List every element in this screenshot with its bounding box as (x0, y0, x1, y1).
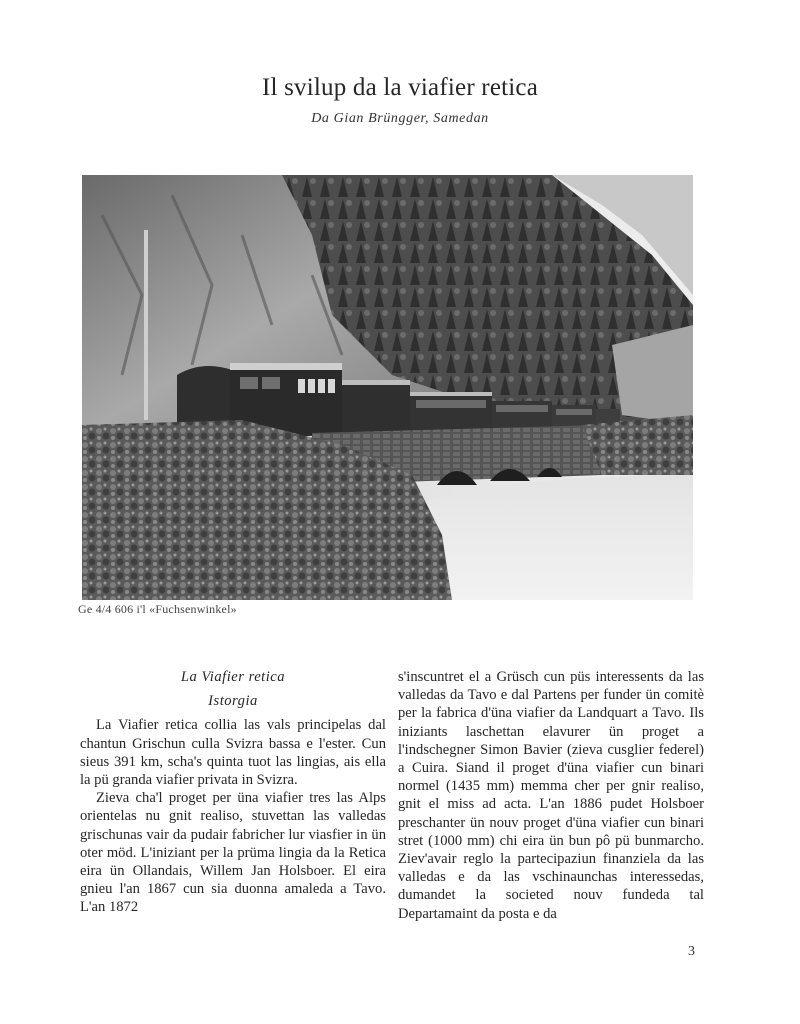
paragraph: La Viafier retica collia las vals principelas dal chantun Grischun culla Svizra bassa e l'ester. Cun sieus 391 km, scha's quinta tuot las lingias, ais ella la pü granda viafier privata in Svizra. (80, 717, 386, 789)
train-photograph (82, 175, 693, 600)
article-title: Il svilup da la viafier retica (261, 74, 539, 101)
text-column-left (80, 668, 386, 917)
river (412, 475, 693, 600)
subsection-heading: Istorgia (208, 693, 258, 710)
tunnel-portal (177, 366, 232, 425)
paragraph: s'inscuntret el a Grüsch cun püs interessents da las valledas da Tavo e dal Partens per funder ün comitè per la fabrica d'üna viafier da Landquart a Tavo. Ils iniziants laschettan elavurer ün proget a l'indschegner Simon Bavier (zieva cusglier federel) a Cuira. Siand il proget d'üna viafier cun binari normel (1435 mm) memma cher per gnir realiso, gnit el miss ad acta. L'an 1886 pudet Holsboer preschanter ün nouv proget d'üna viafier cun binari stret (1000 mm) chi eira ün bun pô pü bunmarcho. Ziev'avair reglo la partecipaziun finanziela da las valledas e da las vschinaunchas interessedas, dumandet la societed nouv fundeda tal Departamaint da posta e da (398, 669, 704, 922)
pole (144, 230, 148, 420)
article-byline: Da Gian Brüngger, Samedan (311, 111, 489, 126)
photo-caption: Ge 4/4 606 i'l «Fuchsenwinkel» (78, 602, 237, 616)
page-number: 3 (688, 944, 695, 959)
text-column-right (398, 668, 704, 923)
paragraph: Zieva cha'l proget per üna viafier tres las Alps orientelas nu gnit realiso, stuvettan las valledas grischunas vair da pudair fabricher lur viasfier in ün oter möd. L'iniziant per la prüma lingia da la Retica eira ün Ollandais, Willem Jan Holsboer. El eira gnieu l'an 1867 cun sia duonna amaleda a Tavo. L'an 1872 (80, 790, 386, 916)
baggage-car (342, 383, 410, 435)
riverbank-bushes (582, 415, 693, 475)
section-heading: La Viafier retica (180, 669, 286, 685)
